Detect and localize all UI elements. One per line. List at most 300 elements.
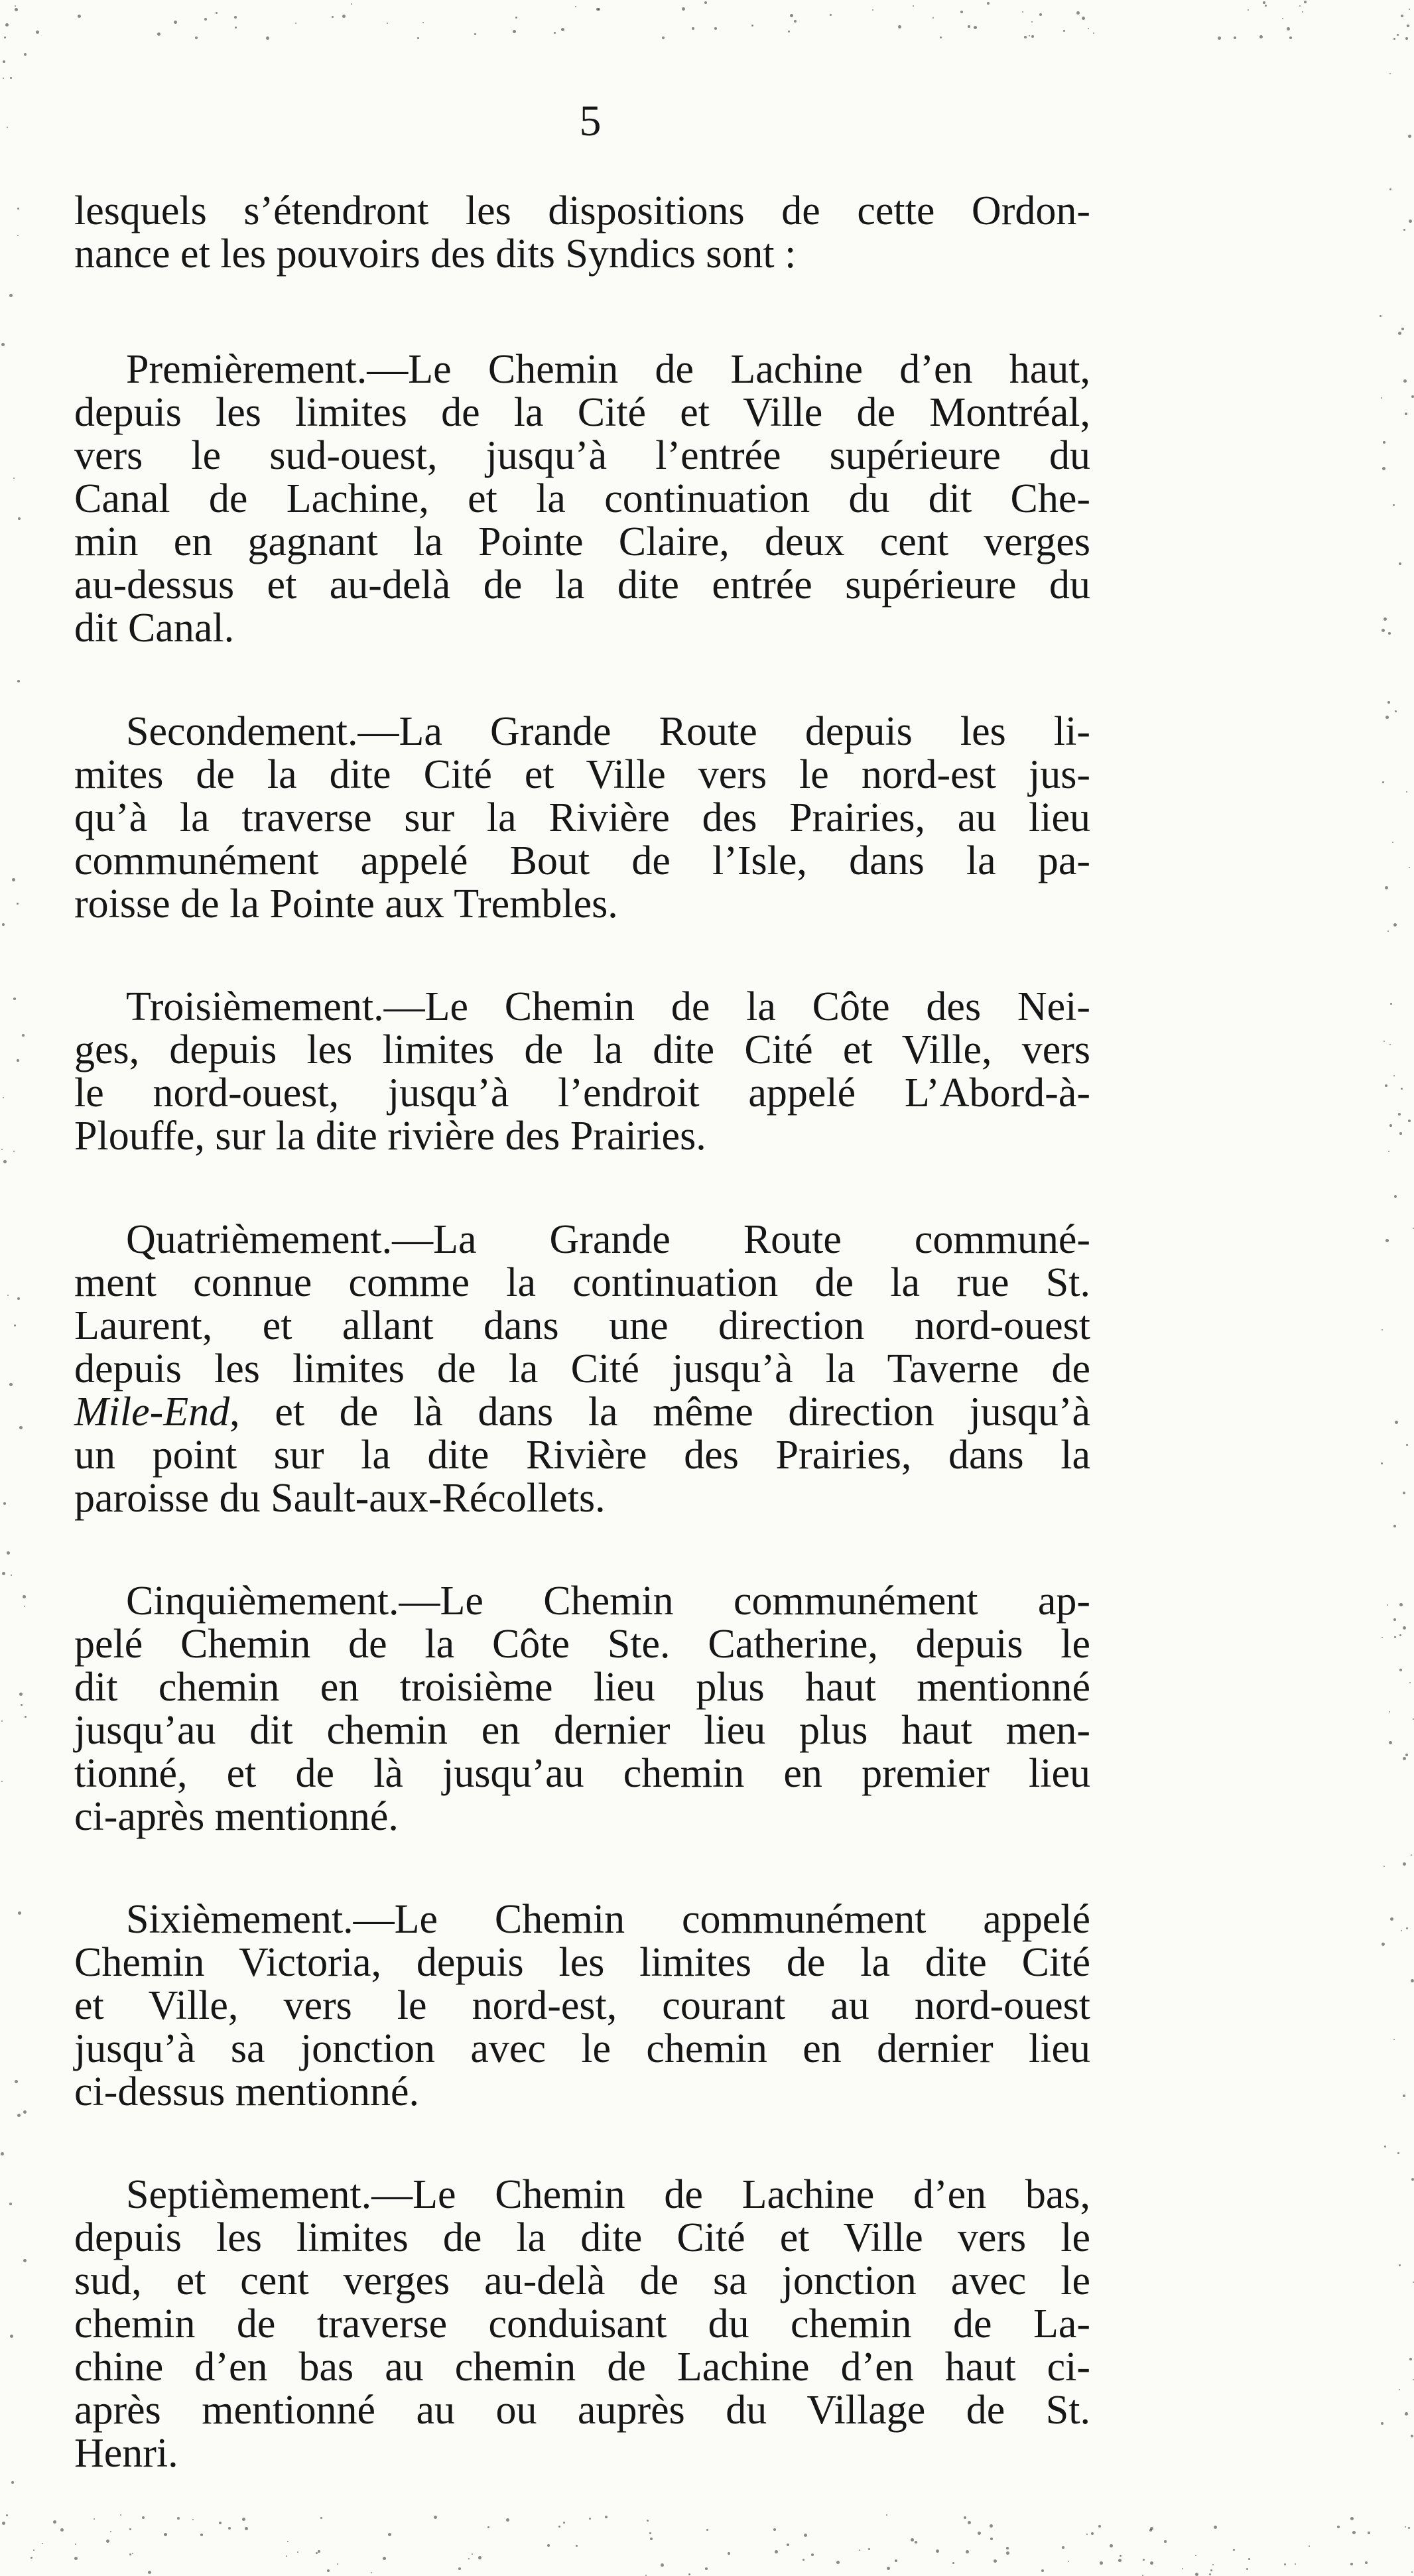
scan-speck: [1387, 931, 1389, 932]
scan-speck: [1389, 1741, 1392, 1744]
text-line: Septièmement.—Le Chemin de Lachine d’en bas,: [126, 2172, 1090, 2217]
scan-speck: [7, 1551, 10, 1555]
scan-speck: [417, 37, 419, 39]
scan-speck: [74, 2557, 78, 2560]
text-line: min en gagnant la Pointe Claire, deux cent verges: [74, 519, 1090, 564]
scan-speck: [383, 2557, 386, 2560]
scan-speck: [1403, 1757, 1406, 1760]
scan-speck: [605, 2516, 608, 2518]
scan-speck: [1399, 1603, 1403, 1606]
scan-speck: [12, 878, 15, 881]
scan-speck: [164, 2533, 167, 2536]
scan-speck: [1031, 35, 1034, 38]
scan-speck: [811, 2553, 814, 2556]
scan-speck: [647, 2520, 649, 2522]
scan-speck: [1382, 467, 1385, 470]
scan-speck: [1406, 791, 1407, 793]
scan-speck: [558, 2526, 560, 2528]
scan-speck: [3, 1160, 7, 1163]
scan-speck: [42, 2543, 43, 2544]
scan-speck: [7, 1295, 9, 1296]
text-line: paroisse du Sault-aux-Récollets.: [74, 1476, 606, 1521]
scan-speck: [316, 2552, 318, 2554]
scan-speck: [1409, 9, 1410, 10]
text-line: Henri.: [74, 2431, 178, 2476]
scan-speck: [1411, 2435, 1413, 2437]
scan-speck: [1413, 1718, 1414, 1720]
scan-speck: [19, 1426, 23, 1429]
text-line: tionné, et de là jusqu’au chemin en premier lieu: [74, 1751, 1090, 1796]
text-line: ment connue comme la continuation de la rue St.: [74, 1260, 1090, 1305]
text-line: Premièrement.—Le Chemin de Lachine d’en haut,: [126, 347, 1090, 392]
scan-speck: [216, 12, 218, 14]
scan-speck: [978, 2532, 981, 2535]
scan-speck: [287, 2541, 289, 2542]
text-line: nance et les pouvoirs des dits Syndics sont :: [74, 231, 797, 277]
scan-speck: [1399, 2389, 1400, 2390]
scan-speck: [1, 1781, 3, 1782]
scan-speck: [1381, 2422, 1383, 2425]
scan-speck: [1401, 328, 1404, 330]
scan-speck: [714, 27, 717, 30]
scan-speck: [17, 1059, 19, 1062]
scan-speck: [9, 294, 13, 297]
scan-speck: [1282, 18, 1283, 19]
scan-speck: [266, 36, 269, 40]
scan-speck: [13, 478, 15, 479]
scan-speck: [1403, 1626, 1406, 1630]
scan-speck: [1022, 11, 1023, 13]
scan-speck: [1182, 2568, 1183, 2569]
scan-speck: [1006, 2551, 1009, 2555]
text-line: et Ville, vers le nord-est, courant au nord-ouest: [74, 1983, 1090, 2028]
scan-speck: [1259, 35, 1263, 38]
scan-speck: [1399, 1669, 1402, 1671]
scan-speck: [434, 2516, 437, 2519]
text-line: depuis les limites de la dite Cité et Ville vers le: [74, 2215, 1090, 2260]
scan-speck: [649, 2532, 651, 2534]
scan-speck: [598, 8, 600, 11]
scan-speck: [1, 1720, 3, 1722]
scan-speck: [472, 2553, 473, 2555]
scan-speck: [19, 1693, 23, 1696]
scan-speck: [1399, 2264, 1401, 2266]
scan-speck: [563, 2522, 565, 2524]
scan-speck: [872, 9, 873, 11]
scan-speck: [773, 2528, 776, 2531]
scan-speck: [506, 2518, 509, 2522]
text-line: vers le sud-ouest, jusqu’à l’entrée supérieure du: [74, 433, 1090, 478]
scan-speck: [13, 1151, 15, 1152]
scan-speck: [1395, 1421, 1398, 1424]
scan-speck: [1403, 2094, 1405, 2097]
scan-speck: [1150, 2527, 1153, 2530]
scan-speck: [1408, 2527, 1410, 2529]
scan-speck: [1248, 9, 1249, 11]
scan-speck: [1246, 2568, 1248, 2570]
scan-speck: [1394, 1195, 1397, 1198]
scan-speck: [1398, 332, 1401, 335]
scan-speck: [1393, 38, 1395, 40]
scan-speck: [1031, 21, 1033, 23]
scan-speck: [174, 21, 177, 24]
scan-speck: [887, 2567, 890, 2570]
scan-speck: [964, 2516, 966, 2519]
scan-speck: [1382, 1329, 1383, 1330]
scan-speck: [1082, 17, 1085, 20]
scan-speck: [458, 2567, 461, 2570]
scan-speck: [1385, 1084, 1387, 1087]
scan-speck: [25, 1716, 27, 1718]
scan-speck: [547, 2544, 550, 2547]
scan-speck: [75, 2544, 76, 2545]
scan-speck: [913, 5, 914, 7]
scan-speck: [1309, 2545, 1310, 2547]
scan-speck: [1393, 923, 1397, 927]
scan-speck: [682, 7, 685, 11]
body-text: [74, 190, 1090, 2475]
scan-speck: [1337, 2526, 1340, 2528]
scan-speck: [1383, 1041, 1385, 1042]
scan-speck: [895, 2559, 897, 2562]
scan-speck: [936, 2549, 939, 2553]
scan-speck: [142, 2516, 145, 2519]
scan-speck: [1, 2152, 4, 2156]
scan-speck: [1024, 36, 1027, 38]
scan-speck: [1393, 1618, 1396, 1621]
scan-speck: [1405, 413, 1407, 415]
scan-speck: [371, 2572, 372, 2573]
scan-speck: [13, 998, 16, 1000]
scan-speck: [5, 23, 9, 27]
scan-speck: [9, 1383, 13, 1386]
scan-speck: [94, 2518, 95, 2520]
scan-speck: [318, 2550, 320, 2553]
scan-speck: [966, 2550, 969, 2553]
scan-speck: [1086, 2534, 1088, 2535]
scan-speck: [1150, 2561, 1153, 2565]
scan-speck: [787, 2544, 789, 2546]
scan-speck: [24, 1606, 25, 1607]
scan-speck: [1390, 1003, 1392, 1005]
scan-speck: [33, 2549, 34, 2551]
scan-speck: [1403, 379, 1407, 383]
scan-speck: [751, 25, 753, 27]
text-line: Chemin Victoria, depuis les limites de la dite Cité: [74, 1940, 1090, 1985]
scan-speck: [3, 1502, 6, 1505]
scan-speck: [18, 1911, 21, 1915]
scan-speck: [1389, 1711, 1390, 1712]
scan-speck: [36, 31, 39, 34]
scan-speck: [332, 16, 334, 18]
scan-speck: [327, 2569, 330, 2572]
scan-speck: [968, 25, 970, 28]
scan-speck: [688, 2573, 690, 2575]
scan-speck: [1411, 2571, 1413, 2573]
scan-speck: [1411, 395, 1414, 398]
scan-speck: [1041, 2569, 1044, 2572]
scan-speck: [1394, 1636, 1396, 1638]
scan-speck: [132, 2553, 133, 2554]
scan-speck: [1408, 135, 1411, 138]
scan-speck: [868, 2548, 870, 2550]
scan-speck: [575, 6, 576, 7]
scan-speck: [200, 2534, 203, 2536]
scan-speck: [1407, 25, 1409, 27]
scan-speck: [1063, 30, 1065, 32]
text-line: roisse de la Pointe aux Trembles.: [74, 881, 618, 927]
scan-speck: [1389, 1044, 1391, 1045]
scan-speck: [790, 14, 793, 17]
scan-speck: [1209, 2573, 1211, 2575]
scan-speck: [2, 2522, 5, 2525]
scan-speck: [387, 23, 388, 24]
scan-speck: [1100, 2561, 1103, 2565]
scan-speck: [2, 1572, 5, 1575]
scan-speck: [794, 20, 797, 23]
scan-speck: [1350, 2563, 1353, 2565]
intro-paragraph: [74, 190, 1090, 276]
scan-speck: [78, 15, 81, 18]
scan-speck: [1398, 1113, 1401, 1116]
text-line: Sixièmement.—Le Chemin communément appelé: [126, 1897, 1090, 1942]
scan-speck: [1088, 28, 1089, 29]
scan-speck: [177, 2517, 180, 2520]
scan-speck: [1411, 2178, 1414, 2181]
scan-speck: [1383, 617, 1387, 621]
scan-speck: [6, 2514, 8, 2516]
scan-speck: [1393, 504, 1395, 506]
scan-speck: [515, 17, 517, 19]
scan-speck: [830, 14, 832, 16]
scan-speck: [22, 1034, 25, 1037]
scan-speck: [120, 2514, 121, 2516]
paragraph-premierement: [74, 348, 1090, 650]
scan-speck: [195, 36, 198, 39]
scan-speck: [589, 2518, 591, 2520]
scan-speck: [1411, 1979, 1414, 1982]
scan-speck: [157, 32, 161, 36]
scan-speck: [10, 77, 12, 79]
scan-speck: [1408, 1120, 1411, 1122]
text-line: après mentionné au ou auprès du Village de St.: [74, 2388, 1090, 2433]
text-line: Plouffe, sur la dite rivière des Prairies.: [74, 1114, 706, 1159]
scan-speck: [1411, 1854, 1412, 1856]
scan-speck: [192, 2519, 194, 2520]
scan-speck: [1210, 2569, 1212, 2571]
scan-speck: [704, 1, 707, 4]
scan-speck: [219, 2522, 222, 2524]
scan-speck: [3, 78, 4, 79]
scan-speck: [1214, 2526, 1217, 2529]
scan-speck: [692, 27, 694, 30]
scan-speck: [148, 2571, 151, 2574]
text-line: sud, et cent verges au-delà de sa jonction avec le: [74, 2258, 1090, 2303]
scan-speck: [1248, 2558, 1250, 2560]
scan-speck: [1380, 315, 1382, 317]
scan-speck: [14, 1324, 16, 1326]
scan-speck: [242, 2518, 245, 2521]
text-line: le nord-ouest, jusqu’à l’endroit appelé L’Abord-à-: [74, 1070, 1090, 1116]
scan-speck: [1383, 441, 1385, 444]
scan-speck: [1062, 2546, 1064, 2549]
scan-speck: [1142, 2575, 1143, 2576]
scan-speck: [1385, 886, 1388, 889]
scan-speck: [1399, 562, 1401, 565]
scan-speck: [1381, 397, 1382, 399]
text-line: jusqu’à sa jonction avec le chemin en dernier lieu: [74, 2026, 1090, 2071]
scan-speck: [1406, 1927, 1408, 1929]
scan-speck: [15, 2080, 18, 2083]
scan-speck: [245, 2527, 248, 2530]
scan-speck: [1234, 36, 1236, 39]
scan-speck: [728, 2552, 730, 2555]
scan-speck: [1287, 27, 1290, 31]
scan-speck: [1393, 2039, 1395, 2040]
scan-speck: [1395, 710, 1397, 712]
scan-speck: [23, 2259, 27, 2262]
text-line-rest: , et de là dans la même direction jusqu’à: [229, 1389, 1090, 1435]
scan-speck: [1399, 1634, 1401, 1636]
scan-speck: [911, 2538, 914, 2542]
scan-speck: [1120, 2555, 1122, 2557]
scan-speck: [1388, 632, 1391, 635]
scan-speck: [1284, 2563, 1286, 2565]
text-line: Troisièmement.—Le Chemin de la Côte des Nei-: [126, 984, 1090, 1029]
scan-speck: [388, 2533, 391, 2536]
scan-speck: [342, 15, 346, 18]
scan-speck: [1385, 1239, 1389, 1242]
scan-speck: [1393, 1525, 1396, 1527]
scan-speck: [1382, 781, 1384, 783]
scan-speck: [129, 2528, 131, 2530]
scan-speck: [228, 2527, 231, 2530]
scan-speck: [3, 60, 5, 63]
scan-speck: [1265, 5, 1267, 7]
scan-speck: [10, 2335, 13, 2338]
scan-speck: [1, 1149, 3, 1150]
scan-speck: [940, 36, 942, 38]
scan-speck: [2, 923, 5, 926]
text-line: Cinquièmement.—Le Chemin communément ap-: [126, 1578, 1090, 1624]
scan-speck: [1389, 73, 1391, 74]
scan-speck: [17, 680, 20, 682]
scan-speck: [110, 2531, 111, 2532]
paragraph-quatriemement: [74, 1218, 1090, 1520]
scan-speck: [1218, 36, 1221, 40]
text-line: depuis les limites de la Cité jusqu’à la Taverne de: [74, 1346, 1090, 1391]
scan-speck: [1403, 229, 1405, 231]
text-line: dit chemin en troisième lieu plus haut mentionné: [74, 1665, 1090, 1710]
scan-speck: [1409, 867, 1410, 868]
scan-speck: [24, 53, 27, 56]
paragraph-septiemement: [74, 2173, 1090, 2475]
scan-speck: [1405, 37, 1408, 40]
scan-speck: [1389, 188, 1391, 190]
scan-speck: [1164, 2540, 1167, 2543]
scan-speck: [1403, 1492, 1405, 1494]
scan-speck: [1195, 2555, 1196, 2556]
scan-speck: [15, 8, 18, 11]
scan-speck: [1110, 2544, 1113, 2547]
scan-speck: [1212, 2564, 1214, 2565]
scan-speck: [3, 1097, 4, 1098]
scan-speck: [1409, 2358, 1412, 2360]
scan-speck: [1039, 13, 1042, 16]
scan-speck: [859, 2549, 860, 2551]
scan-speck: [1368, 2532, 1370, 2534]
text-line: un point sur la dite Rivière des Prairies, dans la: [74, 1433, 1090, 1478]
text-line: jusqu’au dit chemin en dernier lieu plus haut men-: [74, 1708, 1090, 1753]
scan-speck: [952, 2562, 954, 2564]
scan-speck: [1098, 2525, 1101, 2528]
scan-speck: [17, 2114, 21, 2117]
scan-speck: [994, 2559, 997, 2563]
scan-speck: [661, 2563, 664, 2567]
scan-speck: [295, 23, 296, 24]
text-line: chine d’en bas au chemin de Lachine d’en haut ci-: [74, 2345, 1090, 2390]
scan-speck: [987, 2, 990, 5]
scan-speck: [1383, 1866, 1385, 1867]
scan-speck: [1365, 2561, 1368, 2564]
scan-speck: [1382, 1637, 1383, 1638]
scan-speck: [662, 36, 665, 39]
scan-speck: [11, 2481, 14, 2484]
scan-speck: [974, 26, 977, 29]
scan-speck: [1401, 1930, 1402, 1931]
scan-speck: [234, 16, 237, 19]
italic-place-name: Mile-End: [74, 1389, 230, 1435]
scan-speck: [320, 2517, 322, 2519]
scan-speck: [1143, 2559, 1145, 2561]
scan-speck: [1387, 701, 1390, 704]
text-line: ci-après mentionné.: [74, 1794, 399, 1839]
scan-speck: [9, 2203, 12, 2205]
scan-speck: [990, 2538, 993, 2540]
scan-speck: [1397, 34, 1399, 36]
scan-speck: [932, 17, 934, 19]
scan-speck: [1299, 5, 1301, 7]
scan-speck: [1405, 2526, 1406, 2528]
scan-speck: [1381, 1462, 1383, 1464]
text-line: dit Canal.: [74, 606, 235, 651]
text-line: Laurent, et allant dans une direction nord-ouest: [74, 1303, 1090, 1348]
scan-speck: [235, 27, 237, 29]
scan-speck: [1195, 2573, 1198, 2576]
scan-speck: [775, 2550, 778, 2553]
paragraph-sixiemement: [74, 1898, 1090, 2114]
scan-speck: [1295, 2563, 1296, 2565]
scan-speck: [1409, 220, 1412, 223]
scan-speck: [968, 2521, 971, 2524]
text-line: au-dessus et au-delà de la dite entrée supérieure du: [74, 562, 1090, 608]
scan-speck: [4, 36, 6, 38]
scan-speck: [788, 31, 790, 32]
scan-speck: [1405, 2412, 1408, 2415]
text-line: ci-dessus mentionné.: [74, 2069, 420, 2114]
text-line: communément appelé Bout de l’Isle, dans la pa-: [74, 838, 1090, 883]
text-line: lesquels s’étendront les dispositions de cette Ordon-: [74, 188, 1090, 233]
text-line: pelé Chemin de la Côte Ste. Catherine, depuis le: [74, 1622, 1090, 1667]
scan-speck: [1405, 1754, 1408, 1756]
scan-speck: [204, 18, 207, 21]
scan-speck: [53, 2520, 56, 2524]
scan-speck: [23, 1595, 26, 1598]
scan-speck: [422, 22, 424, 23]
scan-speck: [803, 2559, 804, 2561]
scan-speck: [650, 2538, 653, 2540]
scan-speck: [1029, 35, 1030, 36]
